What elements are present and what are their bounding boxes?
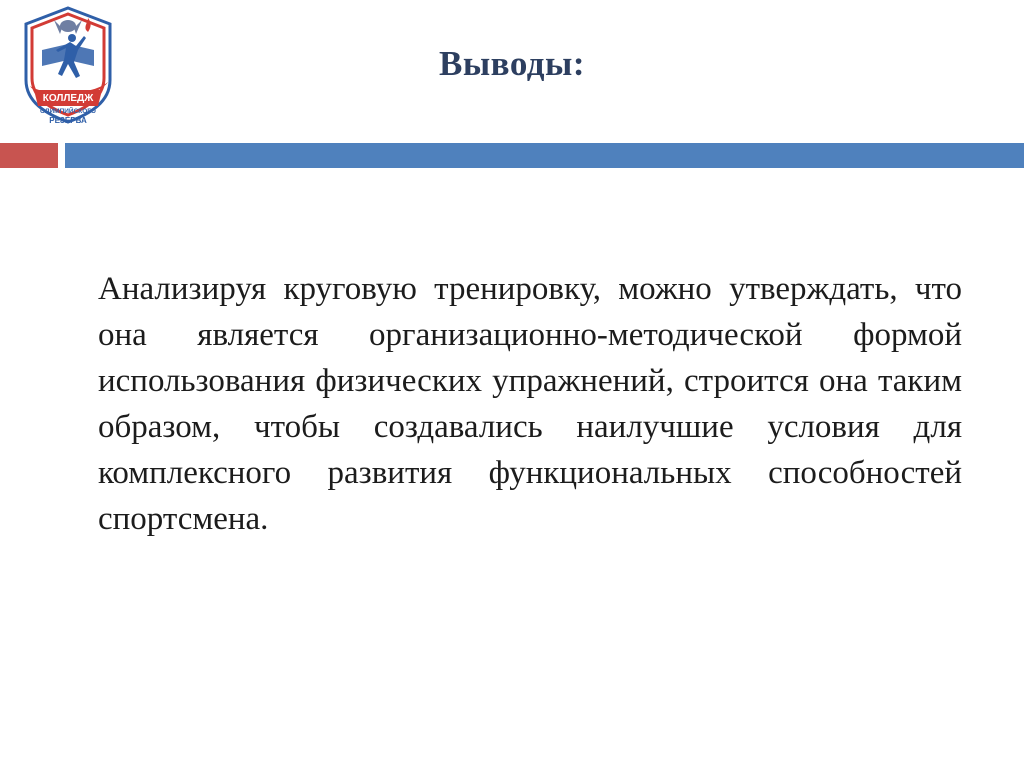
logo-text-olympic: ОЛИМПИЙСКОГО [40, 108, 96, 115]
accent-bar-red [0, 143, 58, 168]
logo-text-college: КОЛЛЕДЖ [42, 93, 94, 104]
slide-body-text: Анализируя круговую тренировку, можно утверждать, что она является организационно-методической формой использования физических упражнений, строится она таким образом, чтобы создавались наилучшие условия для комплексного развития функциональных способностей спортсмена. [98, 271, 962, 537]
accent-bar-blue [65, 143, 1024, 168]
slide-title: Выводы: [438, 44, 585, 83]
logo-text-reserve: РЕЗЕРВА [49, 116, 87, 125]
